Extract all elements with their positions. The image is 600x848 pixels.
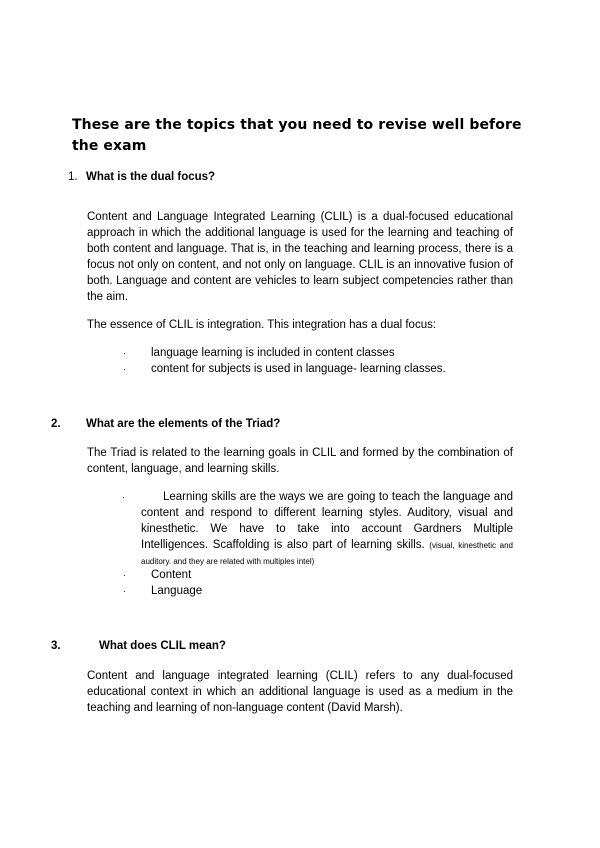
bullet-dot-icon: · (123, 348, 126, 358)
bullet-text: content for subjects is used in language- learning classes. (151, 363, 446, 375)
bullet-text: Language (151, 585, 203, 597)
bullet-text: language learning is included in content classes (151, 347, 395, 359)
long-bullet-body (141, 489, 513, 569)
section-2-long-bullet (122, 489, 513, 569)
page-title: These are the topics that you need to revise well before the exam (72, 117, 522, 154)
question-1-text: What is the dual focus? (86, 171, 216, 183)
question-3-text: What does CLIL mean? (99, 640, 226, 652)
bullet-dot-icon: · (123, 586, 126, 596)
section-1-paragraph-2: The essence of CLIL is integration. This integration has a dual focus: (87, 319, 437, 331)
question-2-text: What are the elements of the Triad? (86, 418, 281, 430)
question-3-number: 3. (51, 640, 61, 652)
bullet-text: Content (151, 569, 192, 581)
section-3-paragraph-1: Content and language integrated learning (CLIL) refers to any dual-focused educational context in which an additional language is used as a medium in the teaching and learning of non-language content (David Marsh). (87, 670, 513, 714)
bullet-dot-icon: · (123, 570, 126, 580)
section-2-paragraph-1: The Triad is related to the learning goals in CLIL and formed by the combination of content, language, and learning skills. (87, 447, 513, 475)
section-1-paragraph-1: Content and Language Integrated Learning (CLIL) is a dual-focused educational approach in which the additional language is used for the learning and teaching of both content and language. That is, in the teaching and learning process, there is a focus not only on content, and not only on language. CLIL is an innovative fusion of both. Language and content are vehicles to learn subject competencies rather than the aim. (87, 211, 513, 303)
long-bullet-note: (visual, kinesthetic and auditory. and they are related with multiples intel) (141, 541, 513, 566)
bullet-dot-icon: · (123, 364, 126, 374)
question-1-number: 1. (68, 171, 78, 183)
bullet-dot-icon: · (122, 492, 125, 502)
question-2-number: 2. (51, 418, 61, 430)
long-bullet-text: Learning skills are the ways we are going to teach the language and content and respond to different learning styles. Auditory, visual and kinesthetic. We have to take into account Gardners Multiple Intelligences. Scaffolding is also part of learning skills. (141, 491, 513, 551)
